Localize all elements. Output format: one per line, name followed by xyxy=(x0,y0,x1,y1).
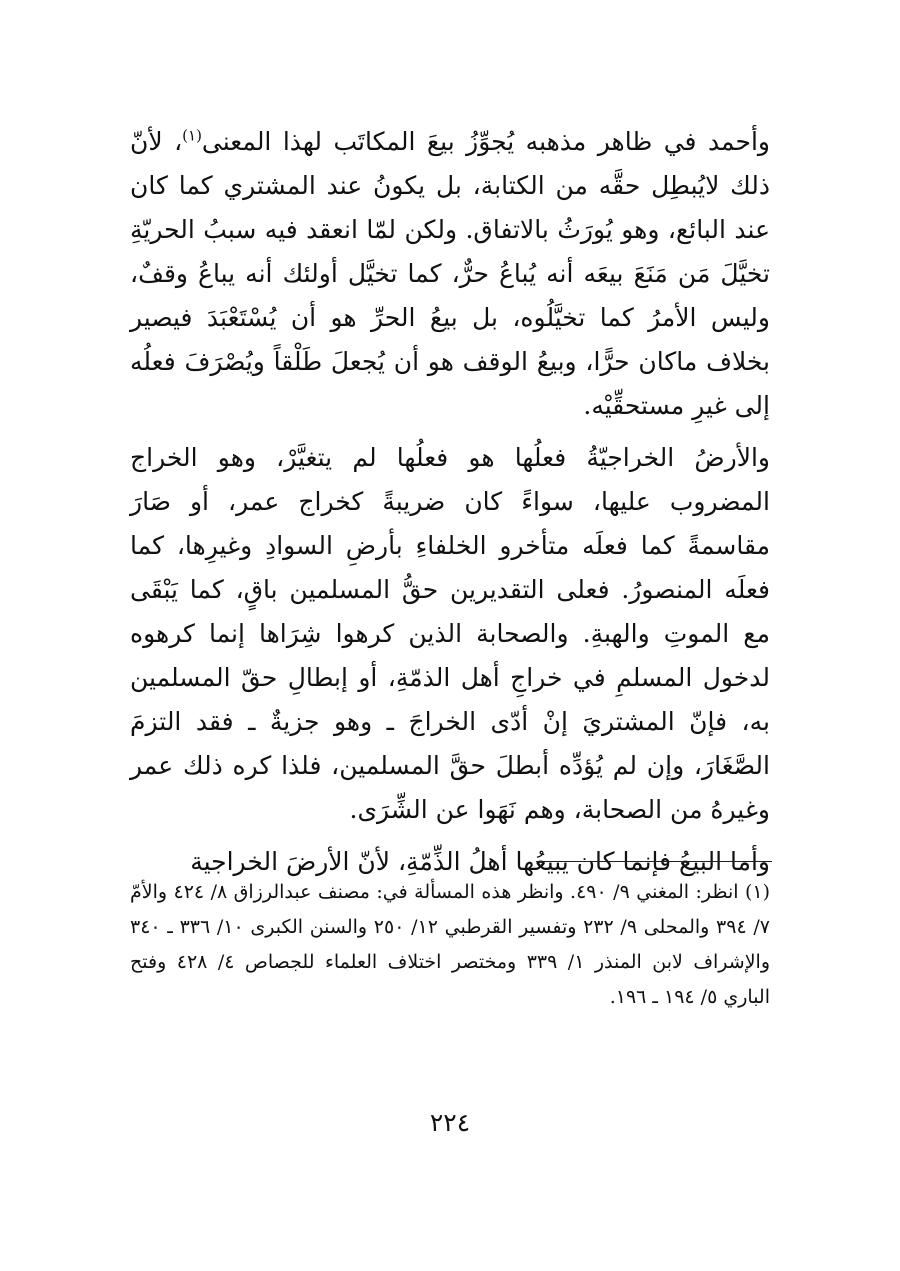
paragraph-1 xyxy=(130,120,770,428)
footnote-reference[interactable]: (١) xyxy=(182,126,202,145)
footnote-separator xyxy=(536,861,772,862)
paragraph-1-tail: ، لأنّ ذلك لايُبطِل حقَّه من الكتابة، بل يكونُ عند المشتري كما كان عند البائع، وهو يُورَثُ بالاتفاق. ولكن لمّا انعقد فيه سببُ الحريّةِ تخيَّلَ مَن مَنَعَ بيعَه أنه يُباعُ حرٌّ، كما تخيَّل أولئك أنه يباعُ وقفٌ، وليس الأمرُ كما تخيَّلُوه، بل بيعُ الحرِّ هو أن يُسْتَعْبَدَ فيصير بخلاف ماكان حرًّا، وبيعُ الوقف هو أن يُجعلَ طَلْقاً ويُصْرَفَ فعلُه إلى غيرِ مستحقِّيْه. xyxy=(130,127,770,420)
footnote-text: (١) انظر: المغني ٩/ ٤٩٠. وانظر هذه المسألة في: مصنف عبدالرزاق ٨/ ٤٢٤ والأمّ ٧/ ٣٩٤ والمحلى ٩/ ٢٣٢ وتفسير القرطبي ١٢/ ٢٥٠ والسنن الكبرى ١٠/ ٣٣٦ ـ ٣٤٠ والإشراف لابن المنذر ١/ ٣٣٩ ومختصر اختلاف العلماء للجصاص ٤/ ٤٢٨ وفتح الباري ٥/ ١٩٤ ـ ١٩٦. xyxy=(130,881,771,1008)
footnote xyxy=(130,875,770,1015)
page-number: ٢٢٤ xyxy=(429,1108,471,1137)
paragraph-2: والأرضُ الخراجيّةُ فعلُها هو فعلُها لم يتغيَّرْ، وهو الخراج المضروب عليها، سواءً كان ضريبةً كخراج عمر، أو صَارَ مقاسمةً كما فعلَه متأخرو الخلفاءِ بأرضِ السوادِ وغيرِها، كما فعلَه المنصورُ. فعلى التقديرين حقُّ المسلمين باقٍ، كما يَبْقَى مع الموتِ والهبةِ. والصحابة الذين كرهوا شِرَاها إنما كرهوه لدخول المسلمِ في خراجِ أهل الذمّةِ، أو إبطالِ حقّ المسلمين به، فإنّ المشتريَ إنْ أدّى الخراجَ ـ وهو جزيةٌ ـ فقد التزمَ الصَّغَارَ، وإن لم يُؤدِّه أبطلَ حقَّ المسلمين، فلذا كره ذلك عمر وغيرهُ من الصحابة، وهم نَهَوا عن الشِّرَى. xyxy=(130,443,770,824)
paragraph-3: وأما البيعُ فإنما كان يبيعُها أهلُ الذِّمّةِ، لأنّ الأرضَ الخراجية xyxy=(190,847,770,876)
main-text xyxy=(130,120,770,884)
paragraph-1-head: وأحمد في ظاهر مذهبه يُجوِّزُ بيعَ المكاتَب لهذا المعنى xyxy=(201,127,770,156)
